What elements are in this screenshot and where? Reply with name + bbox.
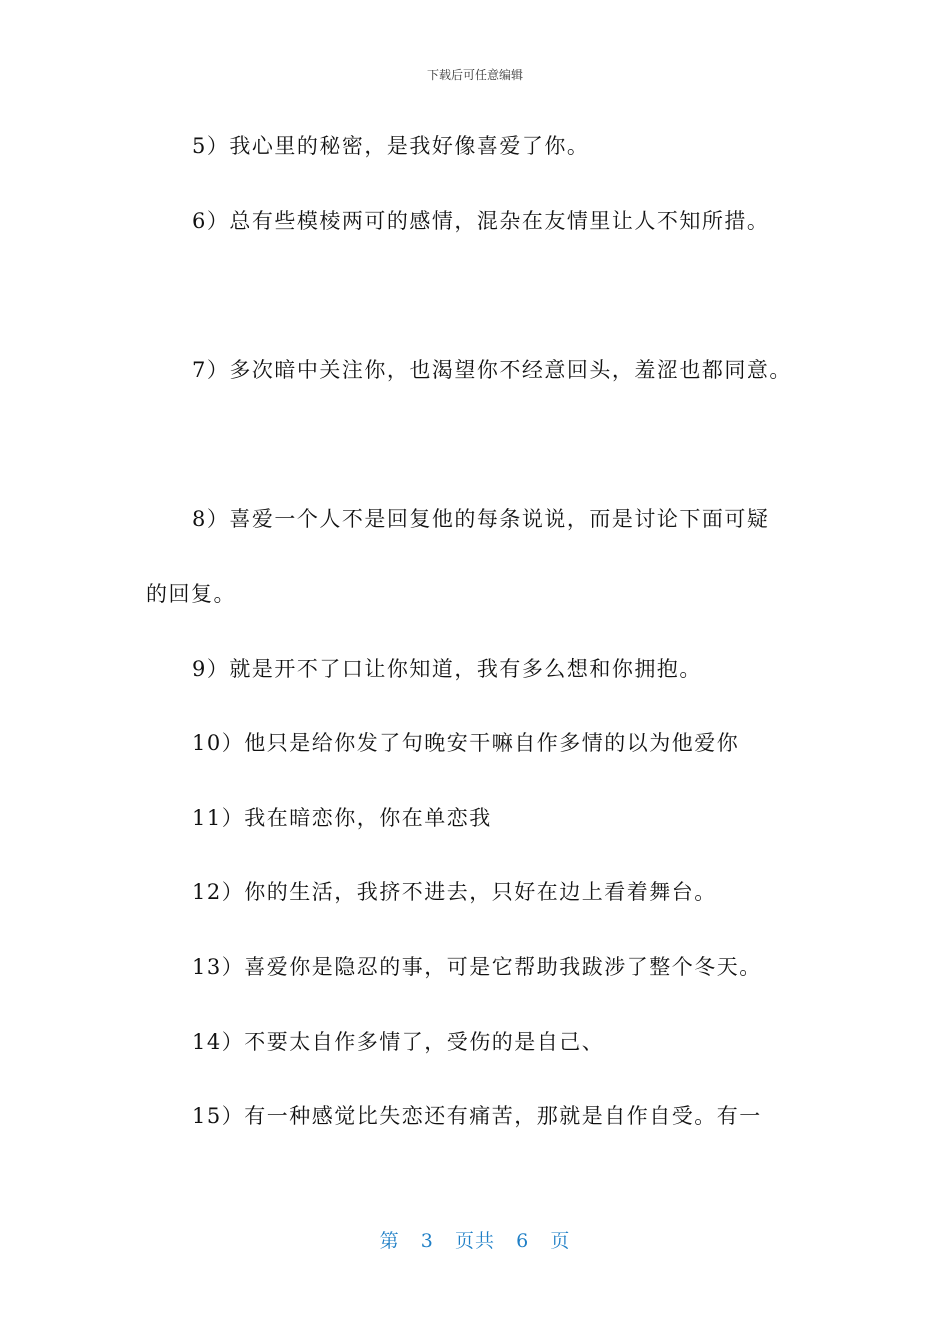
page-footer — [0, 1226, 950, 1253]
paragraph-line: 9）就是开不了口让你知道，我有多么想和你拥抱。 — [192, 657, 702, 681]
paragraph-line: 14）不要太自作多情了，受伤的是自己、 — [192, 1030, 605, 1054]
paragraph-line: 7）多次暗中关注你，也渴望你不经意回头，羞涩也都同意。 — [192, 358, 792, 382]
paragraph-line: 11）我在暗恋你，你在单恋我 — [192, 806, 492, 830]
footer-label-end: 页 — [550, 1230, 571, 1252]
paragraph-line: 12）你的生活，我挤不进去，只好在边上看着舞台。 — [192, 880, 717, 904]
paragraph-line: 10）他只是给你发了句晚安干嘛自作多情的以为他爱你 — [192, 731, 740, 755]
footer-label-page: 第 — [379, 1230, 400, 1252]
footer-total-pages: 6 — [516, 1230, 530, 1252]
footer-label-total: 页共 — [454, 1230, 495, 1252]
page-header-note: 下载后可任意编辑 — [426, 68, 523, 82]
paragraph-line: 5）我心里的秘密，是我好像喜爱了你。 — [192, 134, 590, 158]
footer-current-page: 3 — [420, 1230, 434, 1252]
paragraph-line: 15）有一种感觉比失恋还有痛苦，那就是自作自受。有一 — [192, 1104, 762, 1128]
paragraph-line: 13）喜爱你是隐忍的事，可是它帮助我跋涉了整个冬天。 — [192, 955, 762, 979]
paragraph-line: 的回复。 — [146, 582, 236, 606]
paragraph-line: 6）总有些模棱两可的感情，混杂在友情里让人不知所措。 — [192, 209, 770, 233]
paragraph-line: 8）喜爱一个人不是回复他的每条说说，而是讨论下面可疑 — [192, 507, 770, 531]
